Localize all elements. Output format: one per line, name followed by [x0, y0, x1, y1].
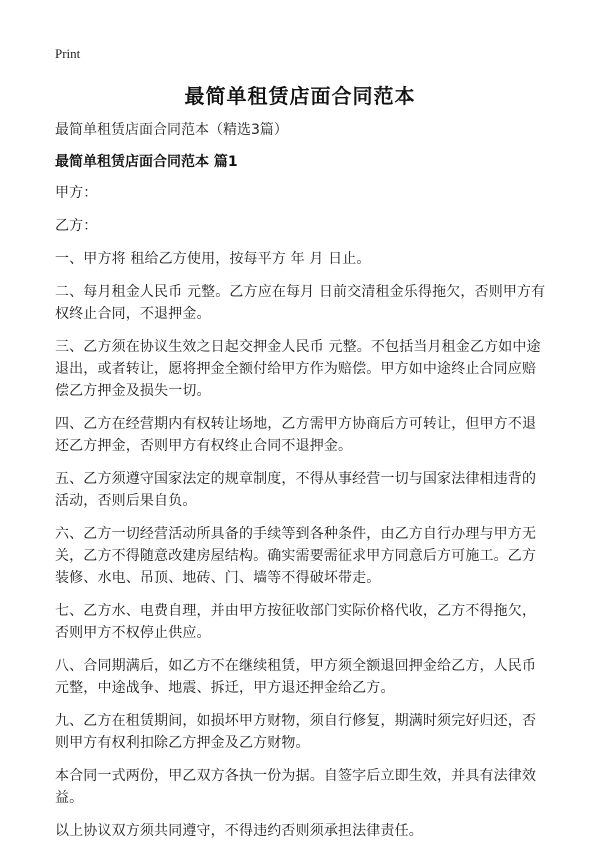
- clause-7: 七、乙方水、电费自理，并由甲方按征收部门实际价格代收，乙方不得拖欠，否则甲方不权停止供应。: [55, 603, 537, 641]
- clause-8: 八、合同期满后，如乙方不在继续租赁，甲方须全额退回押金给乙方，人民币 元整，中途战争、地震、拆迁，甲方退还押金给乙方。: [55, 658, 537, 696]
- document-subtitle: 最简单租赁店面合同范本（精选3篇）: [55, 122, 288, 138]
- page-title: 最简单租赁店面合同范本: [184, 84, 416, 108]
- copies-clause: 本合同一式两份，甲乙双方各执一份为据。自签字后立即生效，并具有法律效益。: [55, 768, 537, 806]
- print-label[interactable]: Print: [55, 46, 81, 61]
- clause-6: 六、乙方一切经营活动所具备的手续等到各种条件，由乙方自行办理与甲方无关，乙方不得随意改建房屋结构。确实需要需征求甲方同意后方可施工。乙方装修、水电、吊顶、地砖、门、墙等不得破坏带走。: [55, 526, 537, 586]
- compliance-clause: 以上协议双方须共同遵守，不得违约否则须承担法律责任。: [55, 823, 423, 839]
- clause-1: 一、甲方将 租给乙方使用，按每平方 年 月 日止。: [55, 251, 371, 267]
- document-body: [55, 182, 547, 853]
- clause-4: 四、乙方在经营期内有权转让场地，乙方需甲方协商后方可转让，但甲方不退还乙方押金，否则甲方有权终止合同不退押金。: [55, 416, 537, 454]
- clause-2: 二、每月租金人民币 元整。乙方应在每月 日前交清租金乐得拖欠，否则甲方有权终止合同，不退押金。: [55, 284, 546, 322]
- party-a-line: 甲方：: [55, 185, 98, 201]
- clause-5: 五、乙方须遵守国家法定的规章制度，不得从事经营一切与国家法律相违背的活动，否则后果自负。: [55, 471, 537, 509]
- party-b-line: 乙方：: [55, 218, 98, 234]
- clause-9: 九、乙方在租赁期间，如损坏甲方财物，须自行修复，期满时须完好归还，否则甲方有权利扣除乙方押金及乙方财物。: [55, 713, 537, 751]
- clause-3: 三、乙方须在协议生效之日起交押金人民币 元整。不包括当月租金乙方如中途退出，或者转让，愿将押金全额付给甲方作为赔偿。甲方如中途终止合同应赔偿乙方押金及损失一切。: [55, 339, 541, 399]
- section-heading: 最简单租赁店面合同范本 篇1: [55, 154, 238, 170]
